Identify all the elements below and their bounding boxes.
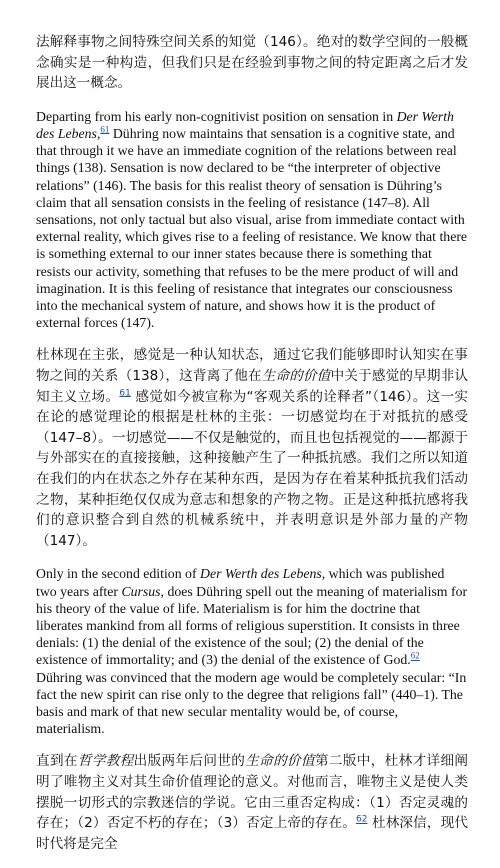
footnote-link[interactable]: 62 <box>356 814 368 825</box>
chinese-paragraph <box>36 751 468 854</box>
text-run: 法解释事物之间特殊空间关系的知觉（146）。绝对的数学空间的一般概念确实是一种构造，但我们只是在经验到事物之间的特定距离之后才发展出这一概念。 <box>36 34 468 92</box>
chinese-paragraph <box>36 345 468 551</box>
english-paragraph <box>36 565 468 737</box>
text-run: Departing from his early non-cognitivist position on sensation in <box>36 108 397 124</box>
chinese-paragraph <box>36 32 468 94</box>
text-run: Only in the second edition of <box>36 566 200 582</box>
text-run: , which was published two years after <box>36 566 445 599</box>
italic-title: Cursus <box>121 583 161 599</box>
text-run: 中关于感觉的早期非认知主义立场。 <box>36 368 469 405</box>
italic-title: 哲学教程 <box>77 753 134 770</box>
text-run: Dühring was convinced that the modern age would be completely secular: “In fact the new spirit can rise only to the degree that religions fall” (440–1). The basis and mark of that new secular mentality would be, of course, materialism. <box>36 669 467 737</box>
italic-title: 生命的价值 <box>245 753 315 770</box>
text-run: 直到在 <box>36 753 78 770</box>
footnote-link[interactable]: 61 <box>119 388 131 399</box>
text-run: 感觉如今被宣称为“客观关系的诠释者”（146）。这一实在论的感觉理论的根据是杜林的主张：一切感觉均在于对抵抗的感受（147–8）。一切感觉——不仅是触觉的，而且也包括视觉的——都源于与外部实在的直接接触，这种接触产生了一种抵抗感。我们之所以知道在我们的内在状态之外存在某种东西，是因为存在着某种抵抗我们活动之物，某种拒绝仅仅成为意志和想象的产物之物。正是这种抵抗感将我们的意识整合到自然的机械系统中，并表明意识是外部力量的产物（147）。 <box>36 388 468 549</box>
text-run: , does Dühring spell out the meaning of materialism for his theory of the value of life. Materialism is for him the doctrine that liberates mankind from all forms of religious superstition. It consists in three denials: (1) the denial of the existence of the soul; (2) the denial of the existence of immortality; and (3) the denial of the existence of God. <box>36 583 468 668</box>
text-run: 杜林现在主张，感觉是一种认知状态，通过它我们能够即时认知实在事物之间的关系（138），这背离了他在 <box>36 347 468 385</box>
italic-title: 生命的价值 <box>261 368 331 385</box>
footnote-link[interactable]: 61 <box>100 124 110 135</box>
english-paragraph <box>36 108 468 332</box>
italic-title: Der Werth des Lebens <box>36 108 454 141</box>
text-run: Dühring now maintains that sensation is a cognitive state, and that through it we have an immediate cognition of the relations between real things (138). Sensation is now declared to be “the interpreter of objective relations” (146). The basis for this realist theory of sensation is Dühring’s claim that all sensation consists in the feeling of resistance (147–8). All sensations, not only tactual but also visual, arise from immediate contact with external reality, which gives rise to a feeling of resistance. We know that there is something external to our inner states because there is something that resists our activity, something that refuses to be the mere product of will and imagination. It is this feeling of resistance that integrates our consciousness into the mechanical system of nature, and shows how it is the product of external forces (147). <box>36 125 468 331</box>
text-run: 第二版中，杜林才详细阐明了唯物主义对其生命价值理论的意义。对他而言，唯物主义是使人类摆脱一切形式的宗教迷信的学说。它由三重否定构成：（1）否定灵魂的存在；（2）否定不朽的存在；（3）否定上帝的存在。 <box>36 753 469 832</box>
document-page <box>36 32 468 868</box>
italic-title: Der Werth des Lebens <box>200 566 322 582</box>
text-run: 出版两年后问世的 <box>133 753 246 770</box>
text-run: 杜林深信，现代时代将是完全 <box>36 815 468 852</box>
text-run: , <box>96 125 101 141</box>
footnote-link[interactable]: 62 <box>410 650 420 661</box>
